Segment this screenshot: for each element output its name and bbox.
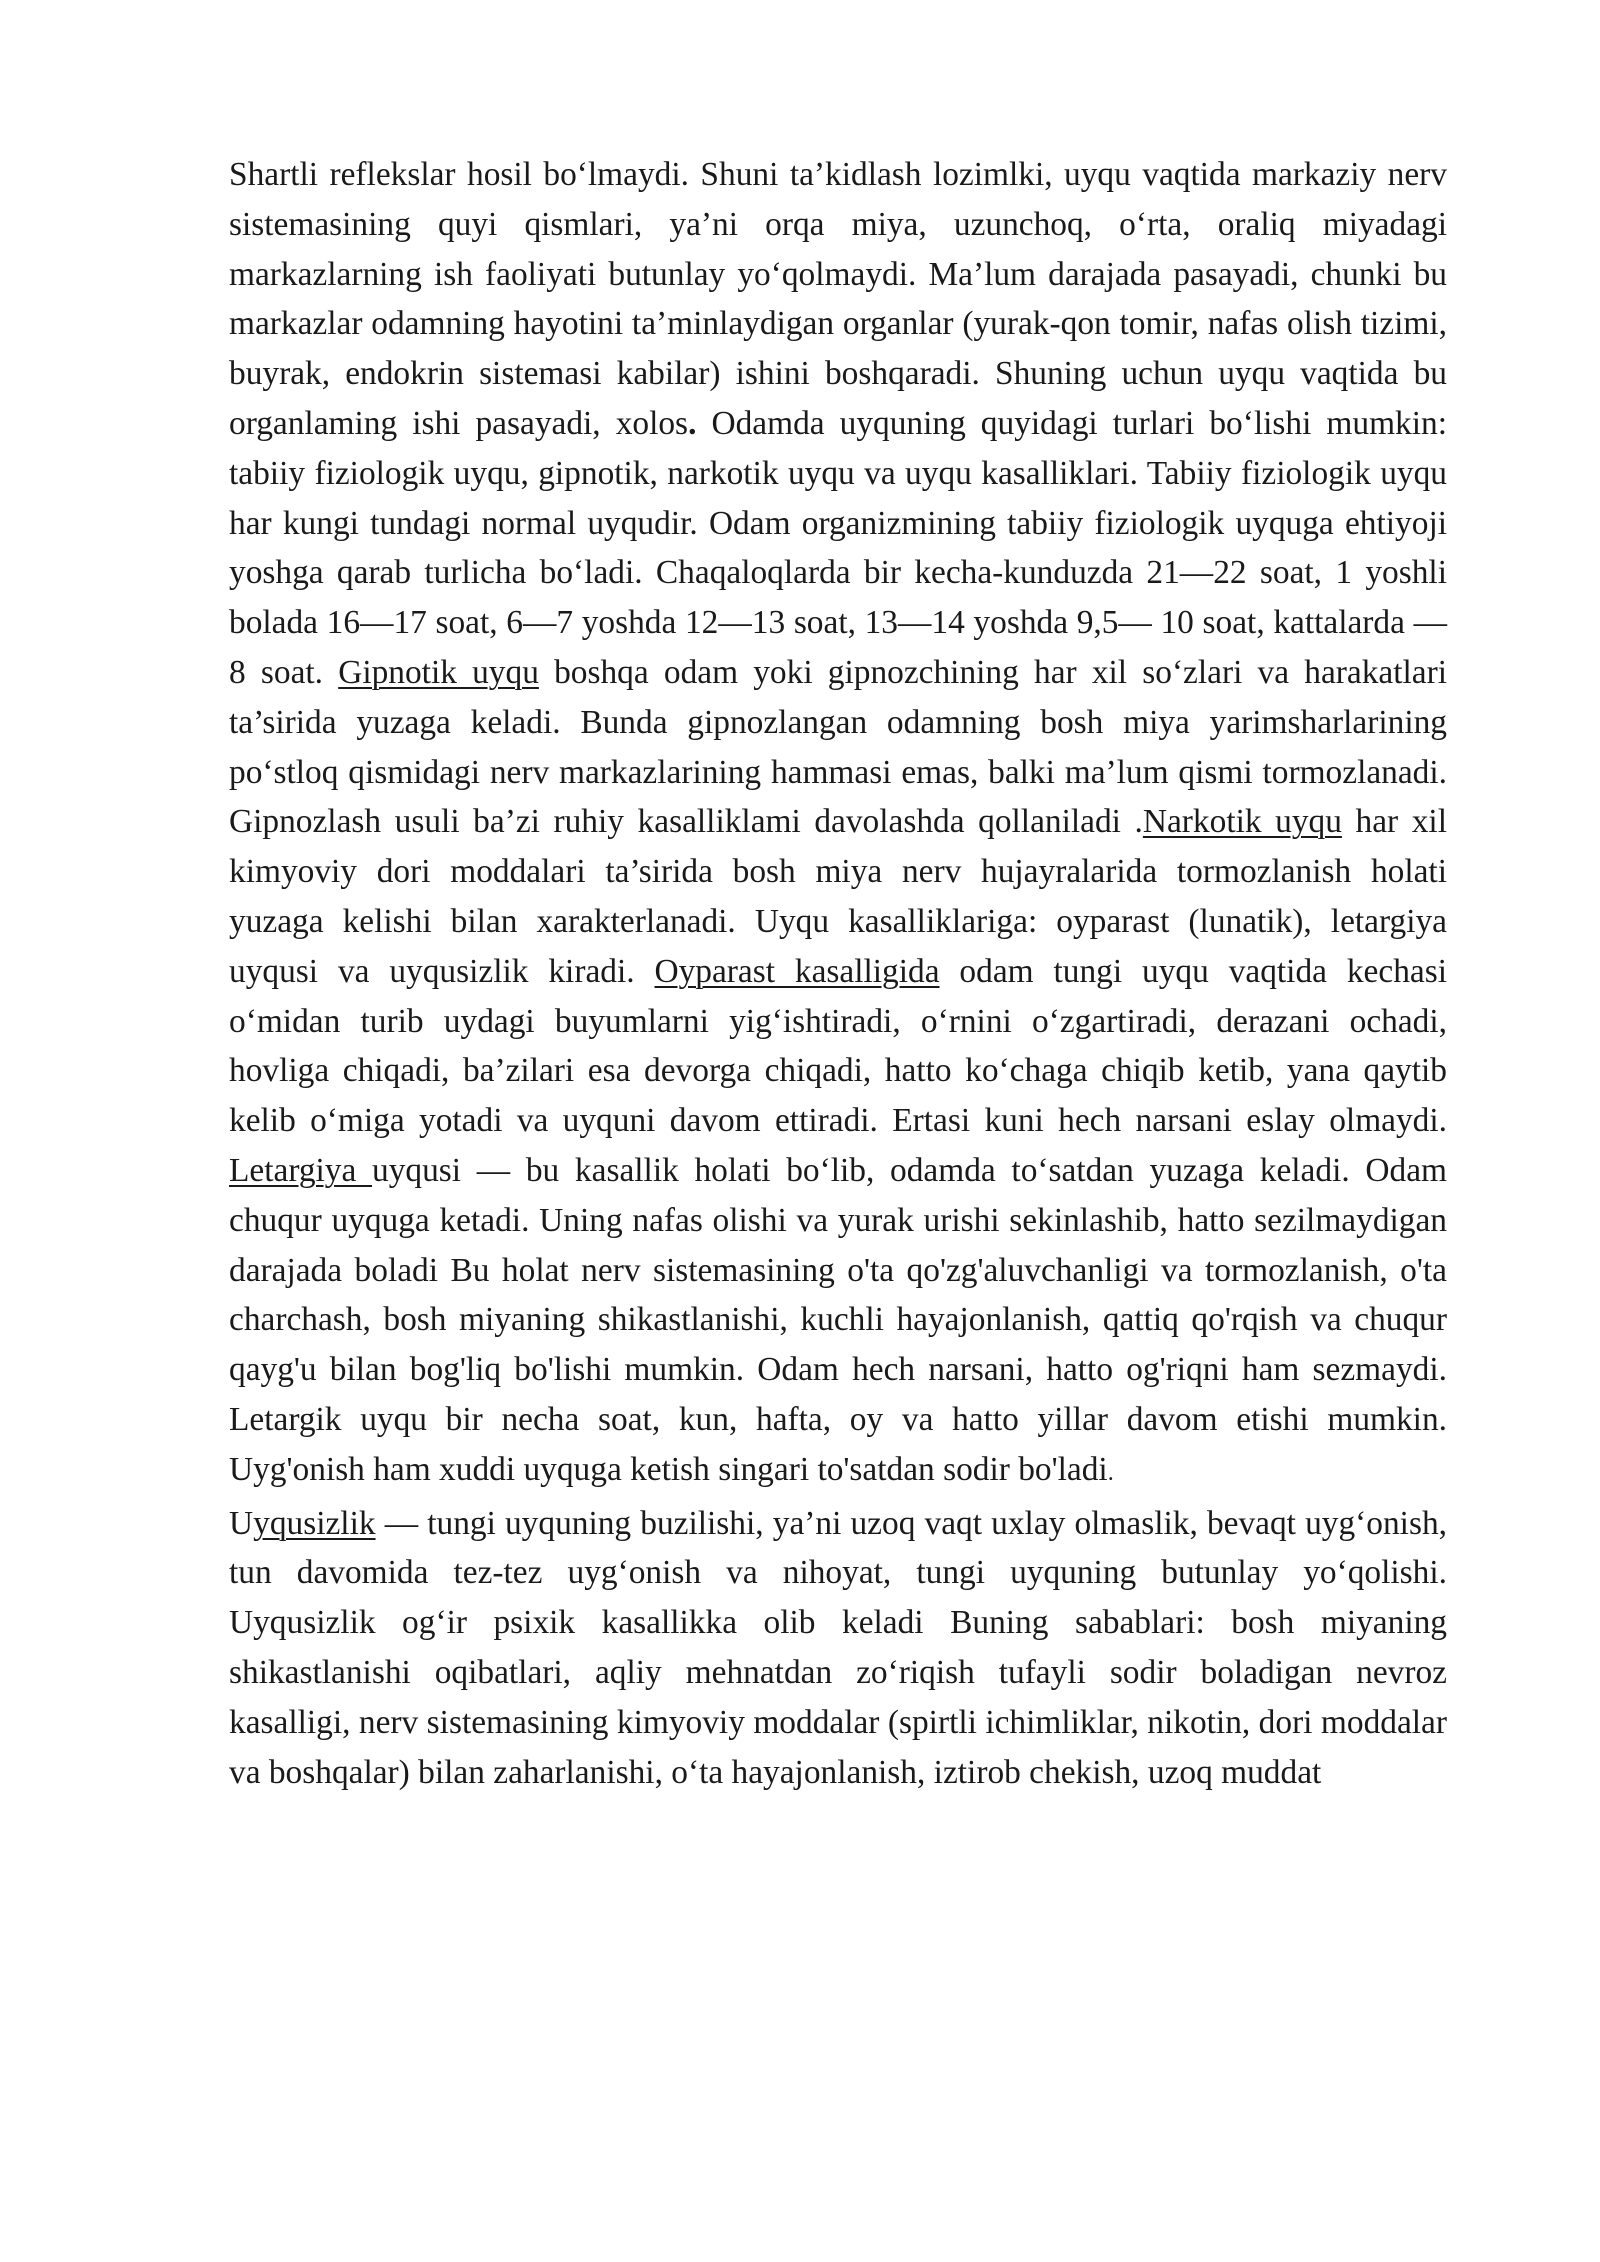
text-segment: odam tungi uyqu vaqtida kechasi o‘midan turib uydagi buyumlarni yig‘ishtiradi, o‘rnini o‘zgartiradi, derazani ochadi, hovliga chiqadi, ba’zilari esa devorga chiqadi, hatto ko‘chaga chiqib ketib, yana qaytib kelib o‘miga yotadi va uyquni davom ettiradi. Ertasi kuni hech narsani eslay olmaydi. (229, 952, 1447, 1140)
term-oyparast-kasalligida: Oyparast kasalligida (654, 952, 940, 990)
text-segment: — tungi uyquning buzilishi, ya’ni uzoq vaqt uxlay olmaslik, bevaqt uyg‘onish, tun davomida tez-tez uyg‘onish va nihoyat, tungi uyquning butunlay yo‘qolishi. Uyqusizlik og‘ir psixik kasallikka olib keladi Buning sabablari: bosh miyaning shikastlanishi oqibatlari, aqliy mehnatdan zo‘riqish tufayli sodir boladigan nevroz kasalligi, nerv sistemasining kimyoviy moddalar (spirtli ichimliklar, nikotin, dori moddalar va boshqalar) bilan zaharlanishi, o‘ta hayajonlanish, iztirob chekish, uzoq muddat (229, 1504, 1447, 1791)
term-letargiya: Letargiya (229, 1151, 373, 1189)
paragraph-sleep-types (229, 150, 1447, 1499)
term-narkotik-uyqu: Narkotik uyqu (1142, 803, 1342, 841)
text-segment: har xil kimyoviy dori moddalari ta’sirida bosh miya nerv hujayralarida tormozlanish holati yuzaga kelishi bilan xarakterlanadi. Uyqu kasalliklariga: oyparast (lunatik), letargiya uyqusi va uyqusizlik kiradi. (229, 803, 1447, 990)
text-segment: boshqa odam yoki gipnozchining har xil so‘zlari va harakatlari ta’sirida yuzaga keladi. Bunda gipnozlangan odamning bosh miya yarimsharlarining po‘stloq qismidagi nerv markazlarining hammasi emas, balki ma’lum qismi tormozlanadi. Gipnozlash usuli ba’zi ruhiy kasalliklami davolashda qollaniladi . (229, 653, 1447, 841)
document-page (229, 150, 1447, 1797)
term-first-letter: U (229, 1504, 254, 1542)
text-segment: Odamda uyquning quyidagi turlari bo‘lishi mumkin: tabiiy fiziologik uyqu, gipnotik, narkotik uyqu va uyqu kasalliklari. Tabiiy fiziologik uyqu har kungi tundagi normal uyqudir. Odam organizmining tabiiy fiziologik uyquga ehtiyoji yoshga qarab turlicha bo‘ladi. Chaqaloqlarda bir kecha-kunduzda 21—22 soat, 1 yoshli bolada 16—17 soat, 6—7 yoshda 12—13 soat, 13—14 yoshda 9,5— 10 soat, kattalarda — 8 soat. (229, 404, 1447, 691)
period-bold: . (688, 404, 697, 442)
small-period: . (1107, 1459, 1114, 1486)
text-segment: uyqusi — bu kasallik holati bo‘lib, odamda to‘satdan yuzaga keladi. Odam chuqur uyquga ketadi. Uning nafas olishi va yurak urishi sekinlashib, hatto sezilmaydigan darajada boladi Bu holat nerv sistemasining o'ta qo'zg'aluvchanligi va tormozlanish, o'ta charchash, bosh miyaning shikastlanishi, kuchli hayajonlanish, qattiq qo'rqish va chuqur qayg'u bilan bog'liq bo'lishi mumkin. Odam hech narsani, hatto og'riqni ham sezmaydi. Letargik uyqu bir necha soat, kun, hafta, oy va hatto yillar davom etishi mumkin. Uyg'onish ham xuddi uyquga ketish singari to'satdan sodir bo'ladi (229, 1151, 1447, 1488)
term-uyqusizlik: yqusizlik (253, 1504, 376, 1542)
text-segment: Shartli reflekslar hosil bo‘lmaydi. Shuni ta’kidlash lozimlki, uyqu vaqtida markaziy nerv sistemasining quyi qismlari, ya’ni orqa miya, uzunchoq, o‘rta, oraliq miyadagi markazlarning ish faoliyati butunlay yo‘qolmaydi. Ma’lum darajada pasayadi, chunki bu markazlar odamning hayotini ta’minlaydigan organlar (yurak-qon tomir, nafas olish tizimi, buyrak, endokrin sistemasi kabilar) ishini boshqaradi. Shuning uchun uyqu vaqtida bu organlaming ishi pasayadi, xolos (229, 156, 1447, 442)
paragraph-insomnia (229, 1499, 1447, 1798)
term-gipnotik-uyqu: Gipnotik uyqu (338, 653, 539, 691)
